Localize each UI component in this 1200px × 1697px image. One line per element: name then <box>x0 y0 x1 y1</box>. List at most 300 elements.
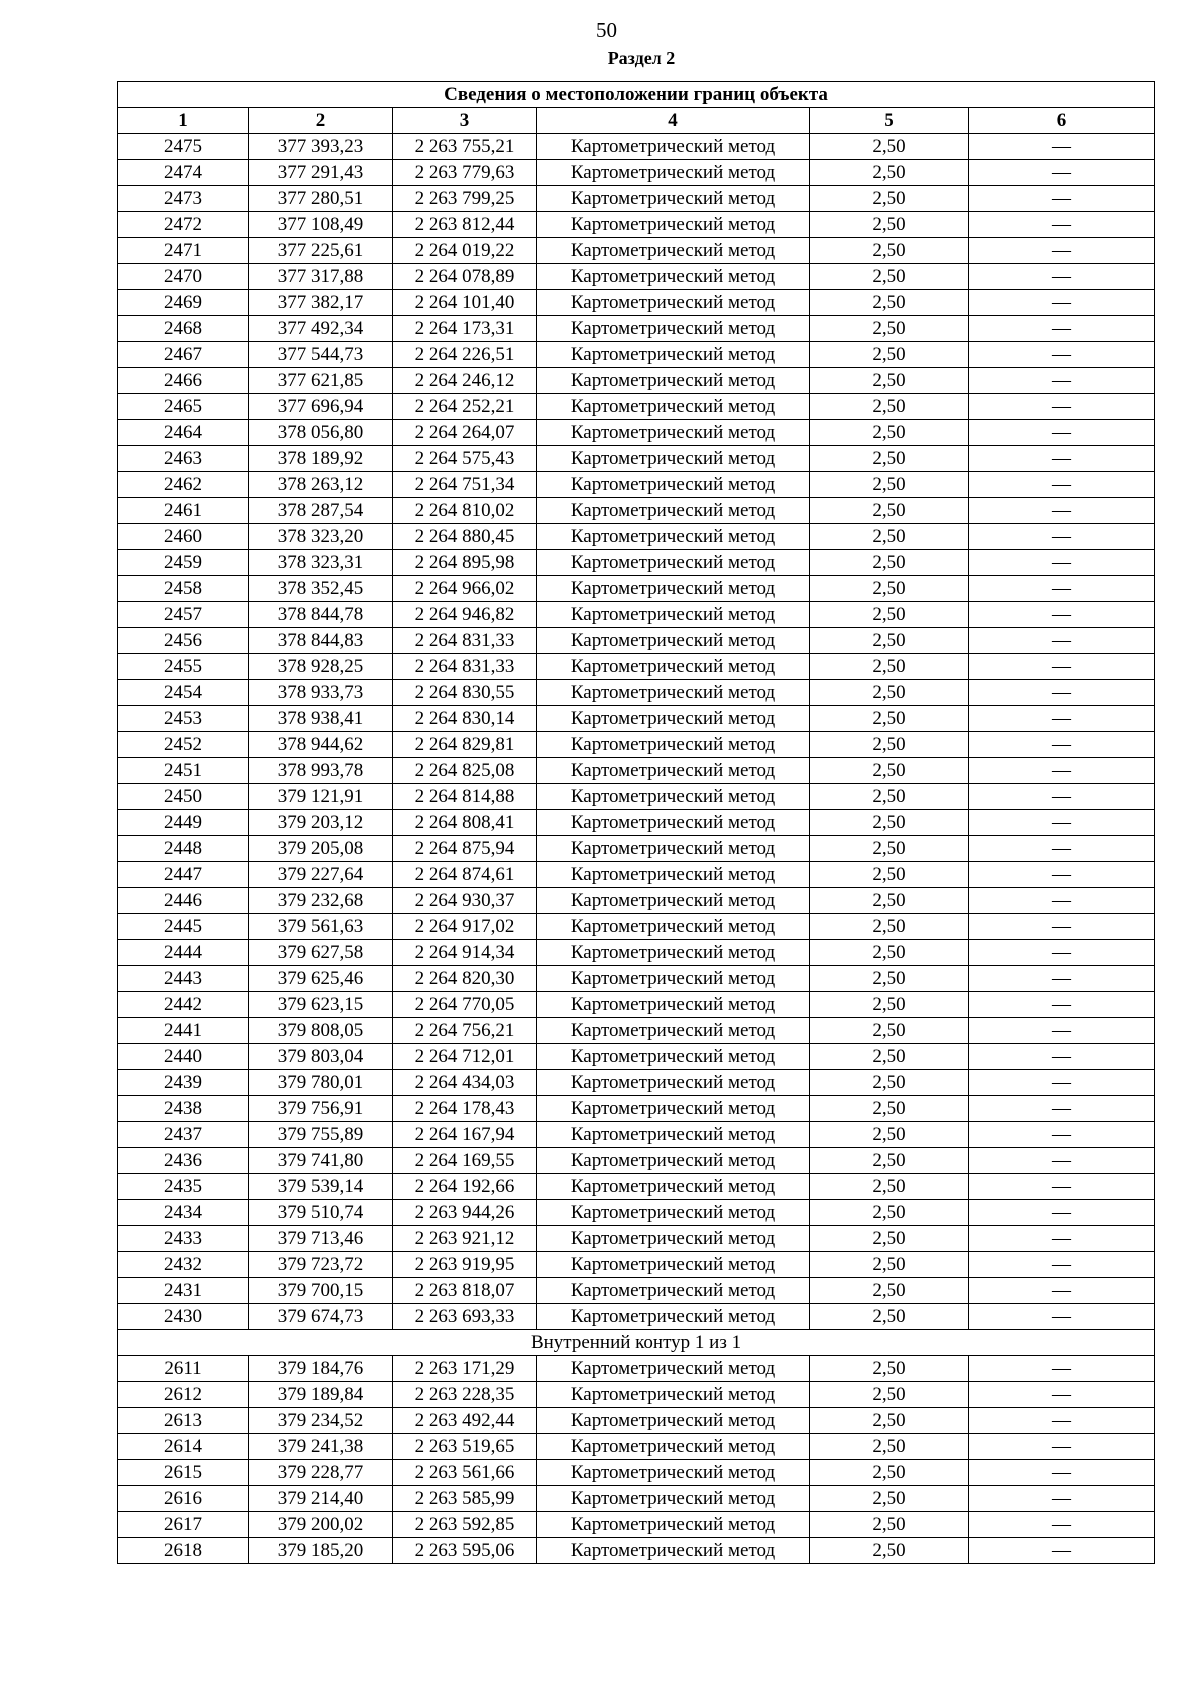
point-number-cell: 2432 <box>118 1252 249 1278</box>
method-cell: Картометрический метод <box>537 1148 810 1174</box>
y-coordinate-cell: 2 264 756,21 <box>393 1018 537 1044</box>
table-row <box>118 1278 1155 1304</box>
point-number-cell: 2470 <box>118 264 249 290</box>
y-coordinate-cell: 2 264 078,89 <box>393 264 537 290</box>
description-cell: — <box>969 1070 1155 1096</box>
point-number-cell: 2442 <box>118 992 249 1018</box>
table-row <box>118 1174 1155 1200</box>
method-cell: Картометрический метод <box>537 446 810 472</box>
accuracy-cell: 2,50 <box>810 498 969 524</box>
table-row <box>118 342 1155 368</box>
description-cell: — <box>969 1408 1155 1434</box>
point-number-cell: 2448 <box>118 836 249 862</box>
y-coordinate-cell: 2 263 818,07 <box>393 1278 537 1304</box>
x-coordinate-cell: 379 674,73 <box>249 1304 393 1330</box>
y-coordinate-cell: 2 264 830,14 <box>393 706 537 732</box>
description-cell: — <box>969 1148 1155 1174</box>
y-coordinate-cell: 2 263 585,99 <box>393 1486 537 1512</box>
boundary-coordinates-table <box>117 81 1155 1564</box>
method-cell: Картометрический метод <box>537 316 810 342</box>
accuracy-cell: 2,50 <box>810 420 969 446</box>
description-cell: — <box>969 966 1155 992</box>
accuracy-cell: 2,50 <box>810 212 969 238</box>
accuracy-cell: 2,50 <box>810 1018 969 1044</box>
description-cell: — <box>969 888 1155 914</box>
y-coordinate-cell: 2 264 895,98 <box>393 550 537 576</box>
method-cell: Картометрический метод <box>537 1382 810 1408</box>
accuracy-cell: 2,50 <box>810 1044 969 1070</box>
table-row <box>118 1356 1155 1382</box>
point-number-cell: 2466 <box>118 368 249 394</box>
method-cell: Картометрический метод <box>537 940 810 966</box>
method-cell: Картометрический метод <box>537 1174 810 1200</box>
y-coordinate-cell: 2 264 917,02 <box>393 914 537 940</box>
method-cell: Картометрический метод <box>537 472 810 498</box>
y-coordinate-cell: 2 264 178,43 <box>393 1096 537 1122</box>
description-cell: — <box>969 238 1155 264</box>
x-coordinate-cell: 379 741,80 <box>249 1148 393 1174</box>
x-coordinate-cell: 378 323,20 <box>249 524 393 550</box>
table-row <box>118 1512 1155 1538</box>
method-cell: Картометрический метод <box>537 420 810 446</box>
table-row <box>118 446 1155 472</box>
description-cell: — <box>969 680 1155 706</box>
inner-contour-label-row <box>118 1330 1155 1356</box>
y-coordinate-cell: 2 264 914,34 <box>393 940 537 966</box>
accuracy-cell: 2,50 <box>810 134 969 160</box>
method-cell: Картометрический метод <box>537 1200 810 1226</box>
point-number-cell: 2471 <box>118 238 249 264</box>
table-row <box>118 1018 1155 1044</box>
method-cell: Картометрический метод <box>537 732 810 758</box>
column-number-row <box>118 108 1155 134</box>
description-cell: — <box>969 316 1155 342</box>
y-coordinate-cell: 2 264 874,61 <box>393 862 537 888</box>
table-row <box>118 836 1155 862</box>
method-cell: Картометрический метод <box>537 1070 810 1096</box>
accuracy-cell: 2,50 <box>810 654 969 680</box>
inner-contour-label: Внутренний контур 1 из 1 <box>118 1330 1155 1356</box>
description-cell: — <box>969 1252 1155 1278</box>
y-coordinate-cell: 2 264 946,82 <box>393 602 537 628</box>
description-cell: — <box>969 498 1155 524</box>
y-coordinate-cell: 2 263 561,66 <box>393 1460 537 1486</box>
method-cell: Картометрический метод <box>537 1356 810 1382</box>
table-row <box>118 1096 1155 1122</box>
point-number-cell: 2614 <box>118 1434 249 1460</box>
method-cell: Картометрический метод <box>537 784 810 810</box>
x-coordinate-cell: 378 933,73 <box>249 680 393 706</box>
method-cell: Картометрический метод <box>537 368 810 394</box>
x-coordinate-cell: 378 993,78 <box>249 758 393 784</box>
y-coordinate-cell: 2 264 814,88 <box>393 784 537 810</box>
table-row <box>118 1408 1155 1434</box>
point-number-cell: 2462 <box>118 472 249 498</box>
accuracy-cell: 2,50 <box>810 186 969 212</box>
table-row <box>118 160 1155 186</box>
description-cell: — <box>969 602 1155 628</box>
accuracy-cell: 2,50 <box>810 784 969 810</box>
accuracy-cell: 2,50 <box>810 316 969 342</box>
accuracy-cell: 2,50 <box>810 394 969 420</box>
table-row <box>118 1148 1155 1174</box>
description-cell: — <box>969 810 1155 836</box>
table-row <box>118 680 1155 706</box>
point-number-cell: 2461 <box>118 498 249 524</box>
method-cell: Картометрический метод <box>537 1434 810 1460</box>
method-cell: Картометрический метод <box>537 966 810 992</box>
table-row <box>118 1304 1155 1330</box>
point-number-cell: 2435 <box>118 1174 249 1200</box>
y-coordinate-cell: 2 263 812,44 <box>393 212 537 238</box>
accuracy-cell: 2,50 <box>810 706 969 732</box>
x-coordinate-cell: 378 928,25 <box>249 654 393 680</box>
column-header: 6 <box>969 108 1155 134</box>
y-coordinate-cell: 2 264 829,81 <box>393 732 537 758</box>
method-cell: Картометрический метод <box>537 1018 810 1044</box>
y-coordinate-cell: 2 263 921,12 <box>393 1226 537 1252</box>
description-cell: — <box>969 628 1155 654</box>
table-row <box>118 914 1155 940</box>
point-number-cell: 2433 <box>118 1226 249 1252</box>
accuracy-cell: 2,50 <box>810 810 969 836</box>
point-number-cell: 2472 <box>118 212 249 238</box>
point-number-cell: 2444 <box>118 940 249 966</box>
x-coordinate-cell: 378 056,80 <box>249 420 393 446</box>
x-coordinate-cell: 379 185,20 <box>249 1538 393 1564</box>
accuracy-cell: 2,50 <box>810 1356 969 1382</box>
x-coordinate-cell: 379 214,40 <box>249 1486 393 1512</box>
x-coordinate-cell: 377 225,61 <box>249 238 393 264</box>
description-cell: — <box>969 446 1155 472</box>
table-row <box>118 1044 1155 1070</box>
y-coordinate-cell: 2 264 712,01 <box>393 1044 537 1070</box>
point-number-cell: 2459 <box>118 550 249 576</box>
x-coordinate-cell: 377 696,94 <box>249 394 393 420</box>
accuracy-cell: 2,50 <box>810 1460 969 1486</box>
x-coordinate-cell: 378 323,31 <box>249 550 393 576</box>
x-coordinate-cell: 379 723,72 <box>249 1252 393 1278</box>
table-row <box>118 472 1155 498</box>
x-coordinate-cell: 378 938,41 <box>249 706 393 732</box>
point-number-cell: 2456 <box>118 628 249 654</box>
table-row <box>118 238 1155 264</box>
description-cell: — <box>969 472 1155 498</box>
x-coordinate-cell: 378 287,54 <box>249 498 393 524</box>
accuracy-cell: 2,50 <box>810 1070 969 1096</box>
x-coordinate-cell: 379 232,68 <box>249 888 393 914</box>
description-cell: — <box>969 1486 1155 1512</box>
method-cell: Картометрический метод <box>537 1538 810 1564</box>
x-coordinate-cell: 379 756,91 <box>249 1096 393 1122</box>
point-number-cell: 2617 <box>118 1512 249 1538</box>
point-number-cell: 2449 <box>118 810 249 836</box>
table-caption-row <box>118 82 1155 108</box>
point-number-cell: 2465 <box>118 394 249 420</box>
method-cell: Картометрический метод <box>537 160 810 186</box>
table-row <box>118 602 1155 628</box>
accuracy-cell: 2,50 <box>810 1200 969 1226</box>
method-cell: Картометрический метод <box>537 134 810 160</box>
y-coordinate-cell: 2 264 830,55 <box>393 680 537 706</box>
accuracy-cell: 2,50 <box>810 446 969 472</box>
description-cell: — <box>969 1356 1155 1382</box>
accuracy-cell: 2,50 <box>810 914 969 940</box>
x-coordinate-cell: 377 492,34 <box>249 316 393 342</box>
table-row <box>118 498 1155 524</box>
point-number-cell: 2460 <box>118 524 249 550</box>
table-row <box>118 810 1155 836</box>
y-coordinate-cell: 2 264 101,40 <box>393 290 537 316</box>
method-cell: Картометрический метод <box>537 1460 810 1486</box>
description-cell: — <box>969 160 1155 186</box>
method-cell: Картометрический метод <box>537 1304 810 1330</box>
description-cell: — <box>969 134 1155 160</box>
description-cell: — <box>969 914 1155 940</box>
x-coordinate-cell: 378 352,45 <box>249 576 393 602</box>
description-cell: — <box>969 1018 1155 1044</box>
description-cell: — <box>969 940 1155 966</box>
y-coordinate-cell: 2 263 592,85 <box>393 1512 537 1538</box>
description-cell: — <box>969 576 1155 602</box>
table-row <box>118 732 1155 758</box>
x-coordinate-cell: 379 227,64 <box>249 862 393 888</box>
y-coordinate-cell: 2 264 246,12 <box>393 368 537 394</box>
x-coordinate-cell: 378 189,92 <box>249 446 393 472</box>
method-cell: Картометрический метод <box>537 290 810 316</box>
point-number-cell: 2469 <box>118 290 249 316</box>
description-cell: — <box>969 186 1155 212</box>
table-row <box>118 758 1155 784</box>
x-coordinate-cell: 377 382,17 <box>249 290 393 316</box>
table-row <box>118 394 1155 420</box>
description-cell: — <box>969 1044 1155 1070</box>
x-coordinate-cell: 379 625,46 <box>249 966 393 992</box>
method-cell: Картометрический метод <box>537 1408 810 1434</box>
accuracy-cell: 2,50 <box>810 862 969 888</box>
method-cell: Картометрический метод <box>537 238 810 264</box>
y-coordinate-cell: 2 263 228,35 <box>393 1382 537 1408</box>
point-number-cell: 2447 <box>118 862 249 888</box>
table-row <box>118 862 1155 888</box>
point-number-cell: 2615 <box>118 1460 249 1486</box>
table-row <box>118 1434 1155 1460</box>
accuracy-cell: 2,50 <box>810 732 969 758</box>
method-cell: Картометрический метод <box>537 862 810 888</box>
y-coordinate-cell: 2 263 492,44 <box>393 1408 537 1434</box>
y-coordinate-cell: 2 264 966,02 <box>393 576 537 602</box>
y-coordinate-cell: 2 264 810,02 <box>393 498 537 524</box>
x-coordinate-cell: 379 627,58 <box>249 940 393 966</box>
accuracy-cell: 2,50 <box>810 342 969 368</box>
page-number: 50 <box>596 18 617 42</box>
table-row <box>118 966 1155 992</box>
table-row <box>118 576 1155 602</box>
x-coordinate-cell: 379 700,15 <box>249 1278 393 1304</box>
method-cell: Картометрический метод <box>537 498 810 524</box>
table-row <box>118 1538 1155 1564</box>
table-row <box>118 212 1155 238</box>
description-cell: — <box>969 1434 1155 1460</box>
point-number-cell: 2455 <box>118 654 249 680</box>
table-row <box>118 1070 1155 1096</box>
method-cell: Картометрический метод <box>537 1226 810 1252</box>
x-coordinate-cell: 379 121,91 <box>249 784 393 810</box>
x-coordinate-cell: 379 561,63 <box>249 914 393 940</box>
method-cell: Картометрический метод <box>537 758 810 784</box>
y-coordinate-cell: 2 264 169,55 <box>393 1148 537 1174</box>
table-row <box>118 628 1155 654</box>
point-number-cell: 2443 <box>118 966 249 992</box>
y-coordinate-cell: 2 263 944,26 <box>393 1200 537 1226</box>
accuracy-cell: 2,50 <box>810 966 969 992</box>
point-number-cell: 2434 <box>118 1200 249 1226</box>
outer-contour-rows <box>118 134 1155 1330</box>
x-coordinate-cell: 379 200,02 <box>249 1512 393 1538</box>
method-cell: Картометрический метод <box>537 212 810 238</box>
x-coordinate-cell: 379 803,04 <box>249 1044 393 1070</box>
column-header: 2 <box>249 108 393 134</box>
x-coordinate-cell: 379 755,89 <box>249 1122 393 1148</box>
accuracy-cell: 2,50 <box>810 602 969 628</box>
table-row <box>118 1252 1155 1278</box>
table-row <box>118 186 1155 212</box>
accuracy-cell: 2,50 <box>810 1096 969 1122</box>
method-cell: Картометрический метод <box>537 1044 810 1070</box>
method-cell: Картометрический метод <box>537 264 810 290</box>
x-coordinate-cell: 379 539,14 <box>249 1174 393 1200</box>
x-coordinate-cell: 379 713,46 <box>249 1226 393 1252</box>
y-coordinate-cell: 2 264 825,08 <box>393 758 537 784</box>
accuracy-cell: 2,50 <box>810 160 969 186</box>
x-coordinate-cell: 378 263,12 <box>249 472 393 498</box>
x-coordinate-cell: 379 510,74 <box>249 1200 393 1226</box>
description-cell: — <box>969 1096 1155 1122</box>
accuracy-cell: 2,50 <box>810 1278 969 1304</box>
point-number-cell: 2441 <box>118 1018 249 1044</box>
description-cell: — <box>969 524 1155 550</box>
x-coordinate-cell: 379 241,38 <box>249 1434 393 1460</box>
point-number-cell: 2473 <box>118 186 249 212</box>
inner-contour-rows <box>118 1356 1155 1564</box>
description-cell: — <box>969 212 1155 238</box>
point-number-cell: 2468 <box>118 316 249 342</box>
y-coordinate-cell: 2 264 575,43 <box>393 446 537 472</box>
description-cell: — <box>969 758 1155 784</box>
method-cell: Картометрический метод <box>537 1486 810 1512</box>
point-number-cell: 2452 <box>118 732 249 758</box>
y-coordinate-cell: 2 264 831,33 <box>393 654 537 680</box>
x-coordinate-cell: 378 844,78 <box>249 602 393 628</box>
accuracy-cell: 2,50 <box>810 576 969 602</box>
table-row <box>118 784 1155 810</box>
accuracy-cell: 2,50 <box>810 1434 969 1460</box>
point-number-cell: 2431 <box>118 1278 249 1304</box>
x-coordinate-cell: 379 234,52 <box>249 1408 393 1434</box>
y-coordinate-cell: 2 264 770,05 <box>393 992 537 1018</box>
x-coordinate-cell: 379 623,15 <box>249 992 393 1018</box>
y-coordinate-cell: 2 264 019,22 <box>393 238 537 264</box>
method-cell: Картометрический метод <box>537 1122 810 1148</box>
method-cell: Картометрический метод <box>537 1512 810 1538</box>
method-cell: Картометрический метод <box>537 524 810 550</box>
y-coordinate-cell: 2 263 595,06 <box>393 1538 537 1564</box>
y-coordinate-cell: 2 264 880,45 <box>393 524 537 550</box>
description-cell: — <box>969 992 1155 1018</box>
accuracy-cell: 2,50 <box>810 628 969 654</box>
point-number-cell: 2612 <box>118 1382 249 1408</box>
accuracy-cell: 2,50 <box>810 940 969 966</box>
table-row <box>118 888 1155 914</box>
point-number-cell: 2467 <box>118 342 249 368</box>
table-row <box>118 134 1155 160</box>
point-number-cell: 2446 <box>118 888 249 914</box>
method-cell: Картометрический метод <box>537 342 810 368</box>
point-number-cell: 2436 <box>118 1148 249 1174</box>
table-row <box>118 654 1155 680</box>
table-row <box>118 368 1155 394</box>
description-cell: — <box>969 290 1155 316</box>
y-coordinate-cell: 2 264 820,30 <box>393 966 537 992</box>
accuracy-cell: 2,50 <box>810 1252 969 1278</box>
point-number-cell: 2438 <box>118 1096 249 1122</box>
x-coordinate-cell: 379 203,12 <box>249 810 393 836</box>
description-cell: — <box>969 394 1155 420</box>
accuracy-cell: 2,50 <box>810 368 969 394</box>
point-number-cell: 2453 <box>118 706 249 732</box>
y-coordinate-cell: 2 263 799,25 <box>393 186 537 212</box>
table-row <box>118 1460 1155 1486</box>
description-cell: — <box>969 1226 1155 1252</box>
method-cell: Картометрический метод <box>537 680 810 706</box>
y-coordinate-cell: 2 264 167,94 <box>393 1122 537 1148</box>
table-row <box>118 264 1155 290</box>
accuracy-cell: 2,50 <box>810 1408 969 1434</box>
table-row <box>118 290 1155 316</box>
method-cell: Картометрический метод <box>537 576 810 602</box>
table-row <box>118 1226 1155 1252</box>
point-number-cell: 2450 <box>118 784 249 810</box>
method-cell: Картометрический метод <box>537 1278 810 1304</box>
point-number-cell: 2464 <box>118 420 249 446</box>
point-number-cell: 2475 <box>118 134 249 160</box>
method-cell: Картометрический метод <box>537 810 810 836</box>
description-cell: — <box>969 784 1155 810</box>
accuracy-cell: 2,50 <box>810 836 969 862</box>
x-coordinate-cell: 379 189,84 <box>249 1382 393 1408</box>
column-header: 4 <box>537 108 810 134</box>
table-row <box>118 550 1155 576</box>
accuracy-cell: 2,50 <box>810 472 969 498</box>
method-cell: Картометрический метод <box>537 186 810 212</box>
description-cell: — <box>969 862 1155 888</box>
y-coordinate-cell: 2 264 173,31 <box>393 316 537 342</box>
accuracy-cell: 2,50 <box>810 1174 969 1200</box>
method-cell: Картометрический метод <box>537 654 810 680</box>
method-cell: Картометрический метод <box>537 706 810 732</box>
accuracy-cell: 2,50 <box>810 238 969 264</box>
accuracy-cell: 2,50 <box>810 290 969 316</box>
x-coordinate-cell: 379 228,77 <box>249 1460 393 1486</box>
description-cell: — <box>969 1538 1155 1564</box>
description-cell: — <box>969 1512 1155 1538</box>
accuracy-cell: 2,50 <box>810 1122 969 1148</box>
point-number-cell: 2611 <box>118 1356 249 1382</box>
x-coordinate-cell: 378 944,62 <box>249 732 393 758</box>
description-cell: — <box>969 1460 1155 1486</box>
x-coordinate-cell: 377 280,51 <box>249 186 393 212</box>
point-number-cell: 2457 <box>118 602 249 628</box>
